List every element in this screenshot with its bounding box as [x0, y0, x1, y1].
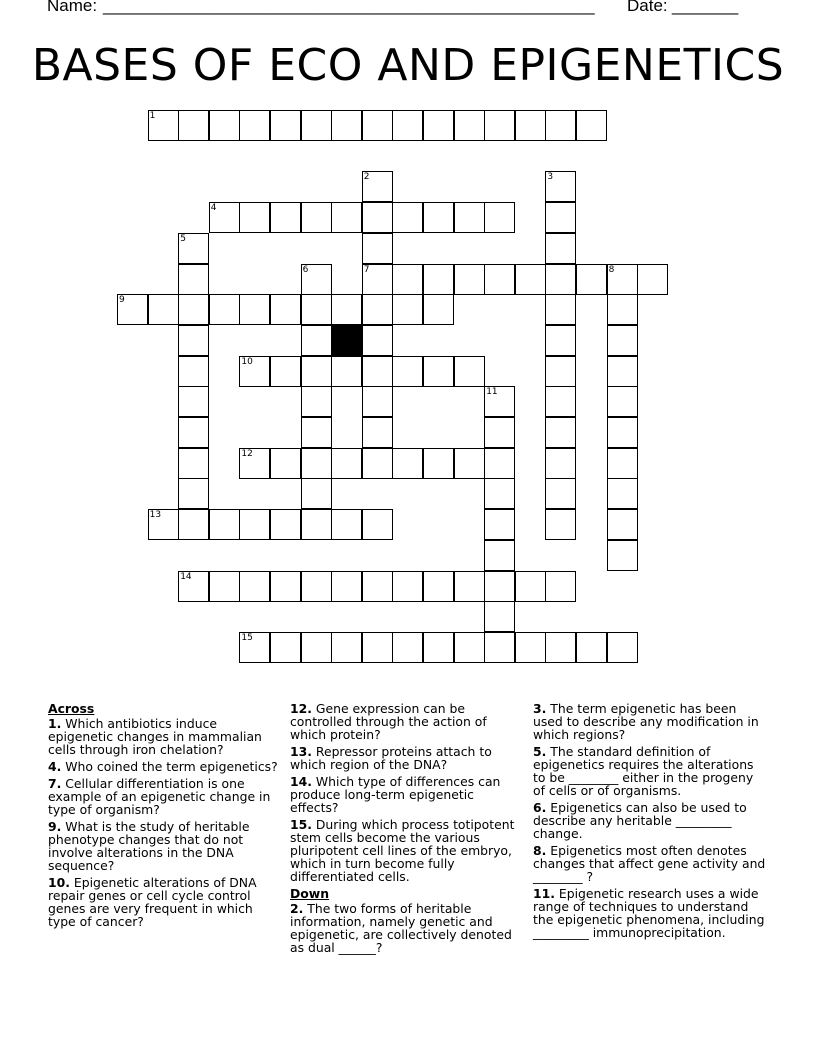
date-line[interactable]: _______	[672, 0, 739, 15]
grid-cell[interactable]	[301, 386, 332, 417]
grid-cell[interactable]	[607, 325, 638, 356]
grid-cell[interactable]	[545, 202, 576, 233]
grid-cell[interactable]	[545, 448, 576, 479]
grid-cell[interactable]	[301, 356, 332, 387]
grid-cell[interactable]	[607, 509, 638, 540]
grid-cell[interactable]	[209, 202, 240, 233]
grid-cell[interactable]	[545, 294, 576, 325]
grid-cell[interactable]	[148, 110, 179, 141]
grid-cell[interactable]	[301, 325, 332, 356]
clue-number: 2	[363, 172, 370, 183]
grid-cell[interactable]	[484, 571, 515, 602]
grid-cell[interactable]	[362, 264, 393, 295]
grid-cell[interactable]	[209, 571, 240, 602]
grid-cell[interactable]	[117, 294, 148, 325]
clue-number: 6	[302, 264, 309, 275]
clue-number-label: 15.	[290, 817, 312, 832]
clue-item	[48, 717, 280, 756]
clue-column-2	[290, 702, 526, 958]
grid-cell[interactable]	[270, 202, 301, 233]
clue-item	[533, 887, 769, 939]
clue-number-label: 14.	[290, 774, 312, 789]
grid-cell[interactable]	[484, 448, 515, 479]
clue-text: Epigenetic research uses a wide range of techniques to understand the epigenetic phenomena, including _________ immunoprecipitation.	[533, 886, 765, 940]
grid-cell[interactable]	[607, 386, 638, 417]
grid-cell[interactable]	[545, 110, 576, 141]
black-square	[331, 325, 362, 356]
grid-cell[interactable]	[239, 356, 270, 387]
name-label: Name:	[47, 0, 98, 15]
clue-number: 5	[180, 233, 186, 244]
clue-text: Which type of differences can produce long-term epigenetic effects?	[290, 774, 501, 815]
grid-cell[interactable]	[423, 294, 454, 325]
grid-cell[interactable]	[178, 448, 209, 479]
clue-item	[290, 775, 526, 814]
grid-cell[interactable]	[301, 448, 332, 479]
clue-number: 8	[608, 264, 615, 275]
grid-cell[interactable]	[270, 448, 301, 479]
grid-cell[interactable]	[178, 233, 209, 264]
grid-cell[interactable]	[545, 325, 576, 356]
clue-number: 9	[119, 295, 125, 306]
grid-cell[interactable]	[392, 294, 423, 325]
grid-cell[interactable]	[301, 632, 332, 663]
grid-cell[interactable]	[301, 478, 332, 509]
clue-number: 7	[363, 264, 370, 275]
clue-text: During which process totipotent stem cells become the various pluripotent cell lines of the embryo, which in turn become fully differentiated cells.	[290, 817, 515, 884]
grid-cell[interactable]	[178, 264, 209, 295]
clue-text: Which antibiotics induce epigenetic changes in mammalian cells through iron chelation?	[48, 716, 262, 757]
grid-cell[interactable]	[239, 294, 270, 325]
grid-cell[interactable]	[362, 509, 393, 540]
grid-cell[interactable]	[515, 264, 546, 295]
clue-text: Cellular differentiation is one example of an epigenetic change in type of organism?	[48, 776, 271, 817]
grid-cell[interactable]	[331, 294, 362, 325]
grid-cell[interactable]	[392, 632, 423, 663]
grid-cell[interactable]	[515, 632, 546, 663]
grid-cell[interactable]	[331, 448, 362, 479]
clue-number-label: 9.	[48, 819, 62, 834]
grid-cell[interactable]	[331, 110, 362, 141]
grid-cell[interactable]	[362, 571, 393, 602]
clue-number-label: 10.	[48, 875, 70, 890]
grid-cell[interactable]	[423, 264, 454, 295]
grid-cell[interactable]	[239, 632, 270, 663]
clue-number: 4	[210, 203, 217, 214]
grid-cell[interactable]	[484, 264, 515, 295]
grid-cell[interactable]	[301, 294, 332, 325]
grid-cell[interactable]	[607, 540, 638, 571]
grid-cell[interactable]	[392, 110, 423, 141]
clue-item	[48, 777, 280, 816]
clue-item	[533, 745, 769, 797]
across-heading: Across	[48, 701, 95, 716]
grid-cell[interactable]	[392, 264, 423, 295]
clue-number: 11	[486, 387, 498, 398]
grid-cell[interactable]	[484, 632, 515, 663]
clue-number-label: 7.	[48, 776, 62, 791]
grid-cell[interactable]	[545, 386, 576, 417]
grid-cell[interactable]	[454, 356, 485, 387]
grid-cell[interactable]	[545, 417, 576, 448]
clue-number-label: 11.	[533, 886, 555, 901]
grid-cell[interactable]	[178, 478, 209, 509]
grid-cell[interactable]	[239, 509, 270, 540]
grid-cell[interactable]	[607, 356, 638, 387]
grid-cell[interactable]	[178, 325, 209, 356]
grid-cell[interactable]	[484, 202, 515, 233]
grid-cell[interactable]	[178, 110, 209, 141]
down-heading: Down	[290, 886, 330, 901]
grid-cell[interactable]	[607, 448, 638, 479]
clue-number-label: 3.	[533, 701, 547, 716]
clue-number-label: 6.	[533, 800, 547, 815]
grid-cell[interactable]	[423, 202, 454, 233]
grid-cell[interactable]	[331, 571, 362, 602]
clue-number-label: 5.	[533, 744, 547, 759]
page-title: BASES OF ECO AND EPIGENETICS	[31, 40, 785, 91]
clue-item	[533, 702, 769, 741]
grid-cell[interactable]	[178, 386, 209, 417]
grid-cell[interactable]	[362, 632, 393, 663]
grid-cell[interactable]	[362, 233, 393, 264]
grid-cell[interactable]	[484, 478, 515, 509]
grid-cell[interactable]	[301, 110, 332, 141]
clue-column-1	[48, 702, 280, 932]
clue-number-label: 12.	[290, 701, 312, 716]
clue-column-3	[533, 702, 769, 943]
grid-cell[interactable]	[270, 294, 301, 325]
grid-cell[interactable]	[545, 571, 576, 602]
grid-cell[interactable]	[423, 448, 454, 479]
grid-cell[interactable]	[607, 632, 638, 663]
clue-text: What is the study of heritable phenotype changes that do not involve alterations in the DNA sequence?	[48, 819, 250, 873]
grid-cell[interactable]	[484, 509, 515, 540]
clue-number: 14	[180, 571, 192, 582]
grid-cell[interactable]	[423, 356, 454, 387]
grid-cell[interactable]	[392, 356, 423, 387]
grid-cell[interactable]	[301, 202, 332, 233]
grid-cell[interactable]	[301, 417, 332, 448]
clue-item	[290, 818, 526, 883]
grid-cell[interactable]	[362, 325, 393, 356]
grid-cell[interactable]	[454, 448, 485, 479]
clue-number-label: 2.	[290, 901, 304, 916]
name-line[interactable]: ____________________________________________________	[103, 0, 595, 15]
clue-text: Who coined the term epigenetics?	[61, 759, 278, 774]
grid-cell[interactable]	[301, 264, 332, 295]
grid-cell[interactable]	[392, 202, 423, 233]
grid-cell[interactable]	[362, 386, 393, 417]
grid-cell[interactable]	[454, 202, 485, 233]
grid-cell[interactable]	[209, 509, 240, 540]
clue-number: 10	[241, 356, 253, 367]
clue-number: 3	[547, 172, 554, 183]
clue-item	[290, 745, 526, 771]
grid-cell[interactable]	[362, 356, 393, 387]
grid-cell[interactable]	[362, 417, 393, 448]
grid-cell[interactable]	[545, 233, 576, 264]
clue-text: Epigenetics most often denotes changes that affect gene activity and ________ ?	[533, 843, 766, 884]
clue-text: Epigenetic alterations of DNA repair genes or cell cycle control genes are very frequent in which type of cancer?	[48, 875, 257, 929]
grid-cell[interactable]	[607, 417, 638, 448]
grid-cell[interactable]	[576, 264, 607, 295]
grid-cell[interactable]	[607, 478, 638, 509]
clue-number: 1	[149, 111, 156, 121]
grid-cell[interactable]	[270, 571, 301, 602]
clue-number: 12	[241, 448, 253, 459]
grid-cell[interactable]	[331, 202, 362, 233]
grid-cell[interactable]	[454, 264, 485, 295]
grid-cell[interactable]	[576, 110, 607, 141]
clue-number: 13	[149, 510, 162, 521]
grid-cell[interactable]	[484, 540, 515, 571]
clue-number: 15	[241, 632, 253, 643]
clue-item	[48, 876, 280, 928]
grid-cell[interactable]	[484, 601, 515, 632]
grid-cell[interactable]	[484, 417, 515, 448]
grid-cell[interactable]	[239, 202, 270, 233]
clue-text: The two forms of heritable information, namely genetic and epigenetic, are collectively denoted as dual ______?	[290, 901, 512, 955]
clue-item	[48, 820, 280, 872]
clue-number-label: 13.	[290, 744, 312, 759]
grid-cell[interactable]	[423, 110, 454, 141]
grid-cell[interactable]	[331, 632, 362, 663]
grid-cell[interactable]	[576, 632, 607, 663]
grid-cell[interactable]	[454, 632, 485, 663]
clue-text: Gene expression can be controlled through the action of which protein?	[290, 701, 487, 742]
clue-item	[533, 801, 769, 840]
grid-cell[interactable]	[362, 294, 393, 325]
grid-cell[interactable]	[178, 571, 209, 602]
grid-cell[interactable]	[392, 571, 423, 602]
grid-cell[interactable]	[331, 356, 362, 387]
clue-text: The term epigenetic has been used to describe any modification in which regions?	[533, 701, 759, 742]
grid-cell[interactable]	[362, 202, 393, 233]
clue-text: The standard definition of epigenetics requires the alterations to be ________ either in the progeny of cells or of organisms.	[533, 744, 754, 798]
grid-cell[interactable]	[362, 110, 393, 141]
grid-cell[interactable]	[637, 264, 668, 295]
clue-number-label: 4.	[48, 759, 62, 774]
clue-text: Epigenetics can also be used to describe any heritable _________ change.	[533, 800, 747, 841]
grid-cell[interactable]	[239, 571, 270, 602]
grid-cell[interactable]	[362, 448, 393, 479]
clue-item	[290, 702, 526, 741]
grid-cell[interactable]	[239, 110, 270, 141]
grid-cell[interactable]	[178, 417, 209, 448]
grid-cell[interactable]	[545, 509, 576, 540]
clue-text: Repressor proteins attach to which region of the DNA?	[290, 744, 492, 772]
grid-cell[interactable]	[607, 264, 638, 295]
grid-cell[interactable]	[607, 294, 638, 325]
grid-cell[interactable]	[209, 294, 240, 325]
grid-cell[interactable]	[362, 171, 393, 202]
clue-item	[290, 902, 526, 954]
clue-number-label: 8.	[533, 843, 547, 858]
clue-item	[48, 760, 280, 773]
grid-cell[interactable]	[392, 448, 423, 479]
grid-cell[interactable]	[484, 110, 515, 141]
date-label: Date:	[627, 0, 668, 15]
grid-cell[interactable]	[178, 294, 209, 325]
grid-cell[interactable]	[545, 356, 576, 387]
grid-cell[interactable]	[178, 356, 209, 387]
grid-cell[interactable]	[545, 478, 576, 509]
grid-cell[interactable]	[270, 632, 301, 663]
grid-cell[interactable]	[515, 571, 546, 602]
grid-cell[interactable]	[545, 171, 576, 202]
grid-cell[interactable]	[239, 448, 270, 479]
grid-cell[interactable]	[270, 509, 301, 540]
grid-cell[interactable]	[545, 264, 576, 295]
grid-cell[interactable]	[301, 509, 332, 540]
grid-cell[interactable]	[178, 509, 209, 540]
grid-cell[interactable]	[484, 386, 515, 417]
grid-cell[interactable]	[270, 110, 301, 141]
clue-number-label: 1.	[48, 716, 62, 731]
grid-cell[interactable]	[454, 571, 485, 602]
grid-cell[interactable]	[454, 110, 485, 141]
grid-cell[interactable]	[515, 110, 546, 141]
grid-cell[interactable]	[423, 632, 454, 663]
grid-cell[interactable]	[423, 571, 454, 602]
grid-cell[interactable]	[148, 509, 179, 540]
clue-item	[533, 844, 769, 883]
grid-cell[interactable]	[209, 110, 240, 141]
grid-cell[interactable]	[148, 294, 179, 325]
grid-cell[interactable]	[301, 571, 332, 602]
grid-cell[interactable]	[331, 509, 362, 540]
grid-cell[interactable]	[270, 356, 301, 387]
grid-cell[interactable]	[545, 632, 576, 663]
